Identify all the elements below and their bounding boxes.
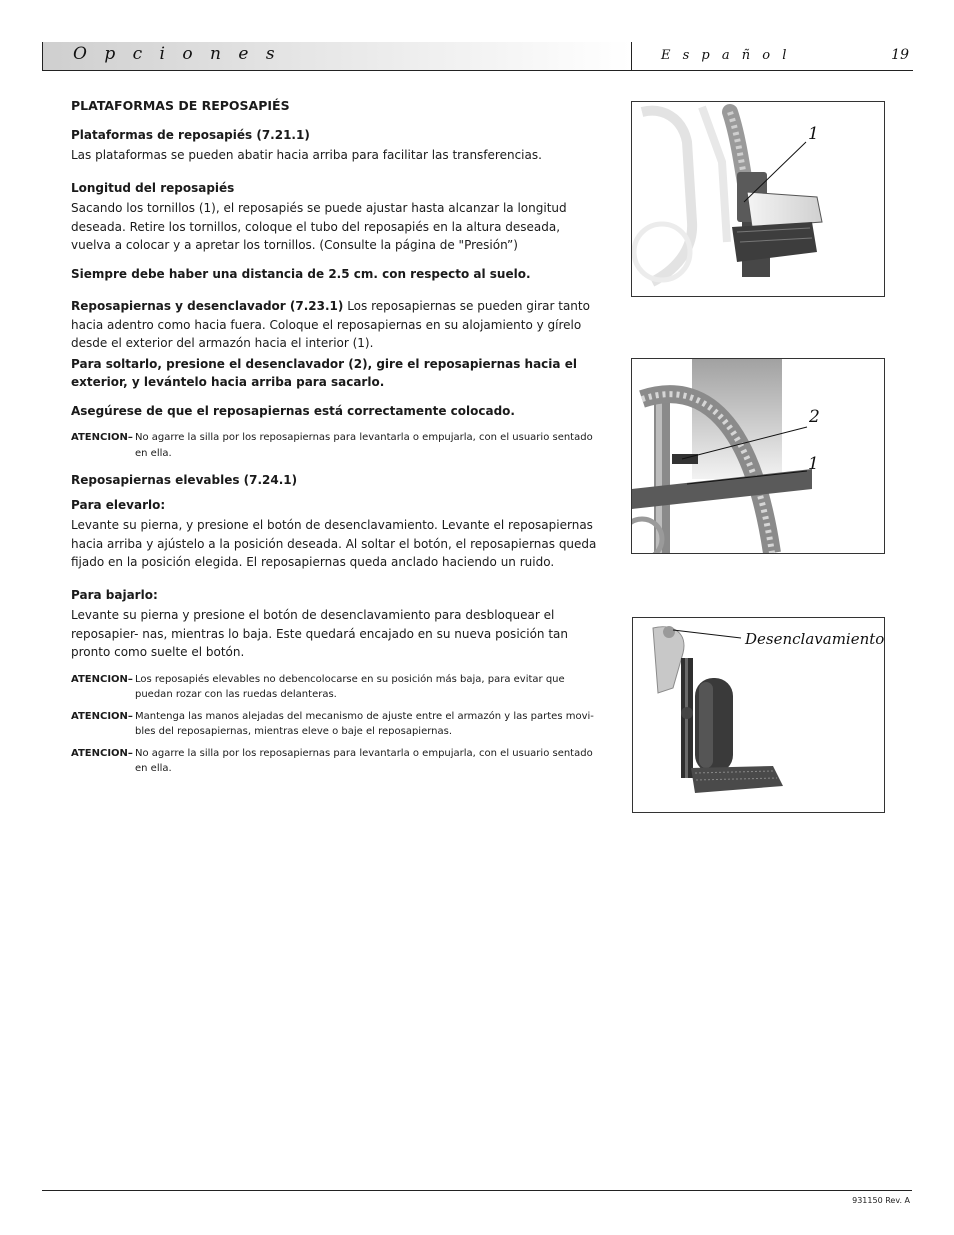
legrest-fitted-note: Asegúrese de que el reposapiernas está correctamente colocado. <box>71 403 515 418</box>
warning-label: ATENCION– <box>71 747 133 759</box>
warning-1 <box>71 430 601 461</box>
figure-callout-2: 2 <box>809 407 820 427</box>
legrest-release-figure <box>631 358 885 554</box>
footrest-length-heading: Longitud del reposapiés <box>71 180 235 195</box>
legrest-release-text: Los reposapiernas se pueden girar tanto hacia adentro como hacia fuera. Coloque el reposapiernas en su alojamiento y gírelo desde el exterior del armazón hacia el interior (1). <box>71 299 590 350</box>
warning-label: ATENCION– <box>71 673 133 685</box>
warning-label: ATENCION– <box>71 432 133 443</box>
warning-4 <box>71 746 601 777</box>
elevating-legrest-figure <box>632 617 885 813</box>
figure-callout-1: 1 <box>808 454 819 474</box>
legrest-release-paragraph <box>71 297 601 353</box>
section-title: O p c i o n e s <box>73 44 281 64</box>
footplate-text: Las plataformas se pueden abatir hacia arriba para facilitar las transferencias. <box>71 148 542 162</box>
footrest-length-figure <box>631 101 885 297</box>
document-code: 931150 Rev. A <box>852 1196 910 1205</box>
warning-text: Los reposapiés elevables no debencolocarse en su posición más baja, para evitar que puedan rozar con las ruedas delanteras. <box>135 673 565 700</box>
warning-3 <box>71 709 601 740</box>
warning-text: Mantenga las manos alejadas del mecanismo de ajuste entre el armazón y las partes movi- bles del reposapiernas, mientras eleve o baje el reposapiernas. <box>135 710 594 737</box>
footplate-heading: Plataformas de reposapiés (7.21.1) <box>71 127 310 142</box>
warning-label: ATENCION– <box>71 710 133 722</box>
footer-rule <box>42 1190 912 1191</box>
warning-2 <box>71 672 601 703</box>
ground-clearance-note: Siempre debe haber una distancia de 2.5 cm. con respecto al suelo. <box>71 266 531 281</box>
language-label: E s p a ñ o l <box>661 48 791 63</box>
lower-subheading: Para bajarlo: <box>71 587 158 602</box>
footrest-illustration <box>632 102 884 296</box>
warning-text: No agarre la silla por los reposapiernas para levantarla o empujarla, con el usuario sentado en ella. <box>135 747 593 774</box>
warning-text: No agarre la silla por los reposapiernas para levantarla o empujarla, con el usuario sentado en ella. <box>135 432 593 459</box>
legrest-release-heading: Reposapiernas y desenclavador (7.23.1) <box>71 299 344 313</box>
main-heading: PLATAFORMAS DE REPOSAPIÉS <box>71 98 290 113</box>
raise-subheading: Para elevarlo: <box>71 497 166 512</box>
legrest-removal-instruction: Para soltarlo, presione el desenclavador (2), gire el reposapiernas hacia el exterior, y levántelo hacia arriba para sacarlo. <box>71 356 577 389</box>
release-button-callout: Desenclavamiento <box>745 630 885 648</box>
raise-text: Levante su pierna, y presione el botón de desenclavamiento. Levante el reposapiernas hacia arriba y ajústelo a la posición deseada. Al soltar el botón, el reposapiernas queda fijado en la posición elegida. El reposapiernas queda anclado haciendo un ruido. <box>71 518 597 569</box>
page-number: 19 <box>891 47 909 63</box>
header-section-bar <box>42 42 631 71</box>
footrest-length-text: Sacando los tornillos (1), el reposapiés se puede ajustar hasta alcanzar la longitud deseada. Retire los tornillos, coloque el tubo del reposapiés en la altura deseada, vuelva a colocar y a apretar los tornillos. (Consulte la página de "Presión”) <box>71 201 567 252</box>
lower-text: Levante su pierna y presione el botón de desenclavamiento para desbloquear el reposapier- nas, mientras lo baja. Este quedará encajado en su nueva posición tan pronto como suelte el botón. <box>71 608 569 659</box>
figure-callout-1: 1 <box>808 124 819 144</box>
text-column <box>71 97 601 777</box>
elevating-legrest-heading: Reposapiernas elevables (7.24.1) <box>71 473 298 487</box>
legrest-illustration <box>632 359 884 553</box>
header-language-bar <box>631 42 913 71</box>
